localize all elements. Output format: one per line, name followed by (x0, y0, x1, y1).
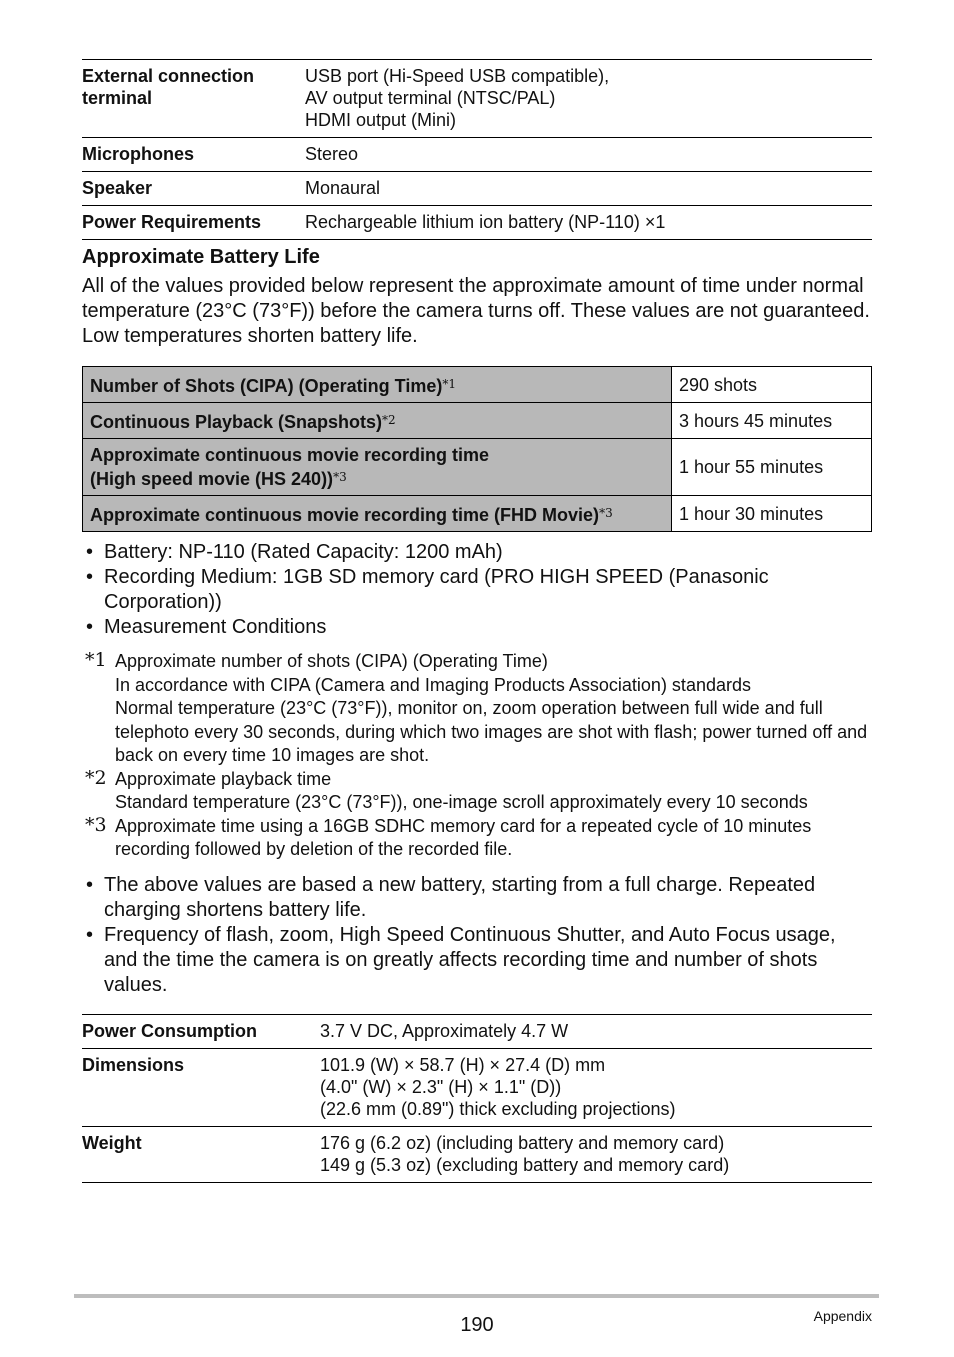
spec-row (82, 1049, 872, 1127)
bullet-item (82, 540, 872, 565)
bullet-item (82, 923, 872, 998)
footnote-item (82, 768, 872, 815)
spec-row (82, 206, 872, 240)
footer-rule (74, 1294, 879, 1298)
battery-label-text: (High speed movie (HS 240)) (90, 469, 334, 489)
bullet-text: Frequency of flash, zoom, High Speed Continuous Shutter, and Auto Focus usage, and the time the camera is on greatly affects recording time and number of shots values. (104, 924, 836, 996)
battery-label-text: Continuous Playback (Snapshots) (90, 411, 383, 432)
battery-label-line (90, 502, 664, 526)
battery-row (83, 367, 872, 403)
spec-value (320, 1015, 872, 1049)
battery-row-value: 1 hour 30 minutes (672, 496, 872, 532)
bullet-text: Measurement Conditions (104, 616, 327, 638)
bullet-dot: • (86, 541, 94, 563)
battery-row (83, 403, 872, 439)
footnote-line: Approximate time using a 16GB SDHC memory card for a repeated cycle of 10 minutes recording followed by deletion of the recorded file. (115, 815, 812, 859)
bullet-item (82, 565, 872, 615)
footer-section-name: Appendix (813, 1308, 872, 1324)
bullet-dot: • (86, 874, 94, 896)
spec-row (82, 60, 872, 138)
bullet-dot: • (86, 616, 94, 638)
section-heading: Approximate Battery Life (82, 246, 320, 268)
footnote-mark: *3 (85, 813, 107, 836)
battery-life-table (82, 366, 872, 532)
battery-row-label (83, 367, 672, 403)
footnote-mark: *2 (382, 412, 396, 427)
battery-row-label (83, 439, 672, 496)
spec-value-line: 3.7 V DC, Approximately 4.7 W (320, 1021, 569, 1041)
usage-notes-list (82, 873, 872, 998)
bullet-dot: • (86, 924, 94, 946)
spec-table-top (82, 59, 872, 240)
spec-value-line: 101.9 (W) × 58.7 (H) × 27.4 (D) mm (320, 1055, 606, 1075)
spec-label (82, 172, 305, 206)
footnote-mark: *1 (85, 649, 107, 671)
spec-value-line: AV output terminal (NTSC/PAL) (305, 88, 556, 108)
spec-value-line: Monaural (305, 178, 381, 198)
footnote-mark: *2 (85, 766, 107, 789)
spec-label-line: Power Consumption (82, 1021, 257, 1041)
battery-label-line (90, 466, 664, 490)
spec-value (305, 206, 872, 240)
spec-row (82, 138, 872, 172)
footnote-line: In accordance with CIPA (Camera and Imaging Products Association) standards (115, 674, 751, 695)
spec-label-line: terminal (82, 88, 153, 108)
footnote-line: Normal temperature (23°C (73°F)), monitor on, zoom operation between full wide and full telephoto every 30 seconds, during which two images are shot with flash; power turned off and back on every time 10 images are shot. (115, 698, 868, 765)
spec-value (305, 172, 872, 206)
conditions-list (82, 540, 872, 640)
battery-label-line (90, 444, 664, 466)
footnote-item (82, 650, 872, 768)
footnote-mark: *3 (333, 470, 347, 484)
battery-row (83, 496, 872, 532)
spec-value-line: Stereo (305, 144, 359, 164)
footnote-mark: *3 (599, 505, 613, 520)
spec-table-bottom (82, 1014, 872, 1183)
spec-value (320, 1049, 872, 1127)
spec-label-line: Microphones (82, 144, 195, 164)
bullet-item (82, 615, 872, 640)
spec-value-line: (4.0" (W) × 2.3" (H) × 1.1" (D)) (320, 1077, 562, 1097)
spec-label (82, 206, 305, 240)
page-number: 190 (460, 1314, 494, 1336)
battery-label-text: Approximate continuous movie recording time (90, 445, 490, 465)
bullet-text: Recording Medium: 1GB SD memory card (PRO HIGH SPEED (Panasonic Corporation)) (104, 566, 769, 613)
spec-label-line: Dimensions (82, 1055, 185, 1075)
battery-row-value: 3 hours 45 minutes (672, 403, 872, 439)
spec-value-line: 149 g (5.3 oz) (excluding battery and memory card) (320, 1155, 730, 1175)
spec-value-line: 176 g (6.2 oz) (including battery and memory card) (320, 1133, 725, 1153)
spec-label (82, 1015, 320, 1049)
spec-value-line: HDMI output (Mini) (305, 110, 457, 130)
footnotes (82, 650, 872, 862)
bullet-text: Battery: NP-110 (Rated Capacity: 1200 mAh) (104, 541, 503, 563)
intro-paragraph: All of the values provided below represent the approximate amount of time under normal temperature (23°C (73°F)) before the camera turns off. These values are not guaranteed. Low temperatures shorten battery life. (82, 275, 870, 347)
battery-row-value: 1 hour 55 minutes (672, 439, 872, 496)
spec-label-line: Power Requirements (82, 212, 262, 232)
spec-value-line: Rechargeable lithium ion battery (NP-110) ×1 (305, 212, 666, 232)
battery-row-value: 290 shots (672, 367, 872, 403)
spec-label-line: External connection (82, 66, 255, 86)
footnote-item (82, 815, 872, 862)
spec-label (82, 138, 305, 172)
spec-row (82, 1015, 872, 1049)
spec-label-line: Speaker (82, 178, 153, 198)
battery-label-text: Number of Shots (CIPA) (Operating Time) (90, 375, 443, 396)
spec-value (305, 60, 872, 138)
battery-label-text: Approximate continuous movie recording time (FHD Movie) (90, 504, 600, 525)
battery-row-label (83, 403, 672, 439)
spec-label (82, 1127, 320, 1183)
spec-value (320, 1127, 872, 1183)
battery-label-line (90, 373, 664, 397)
spec-label (82, 1049, 320, 1127)
footnote-mark: *1 (442, 376, 456, 391)
bullet-item (82, 873, 872, 923)
battery-row-label (83, 496, 672, 532)
bullet-text: The above values are based a new battery, starting from a full charge. Repeated charging shortens battery life. (104, 874, 816, 921)
battery-label-line (90, 409, 664, 433)
footnote-line: Standard temperature (23°C (73°F)), one-image scroll approximately every 10 seconds (115, 792, 808, 812)
footnote-line: Approximate number of shots (CIPA) (Operating Time) (115, 651, 548, 671)
spec-row (82, 1127, 872, 1183)
spec-value-line: USB port (Hi-Speed USB compatible), (305, 66, 610, 86)
battery-row (83, 439, 872, 496)
spec-label (82, 60, 305, 138)
spec-value-line: (22.6 mm (0.89") thick excluding projections) (320, 1099, 676, 1119)
spec-label-line: Weight (82, 1133, 142, 1153)
spec-row (82, 172, 872, 206)
footnote-line: Approximate playback time (115, 768, 332, 789)
spec-value (305, 138, 872, 172)
bullet-dot: • (86, 566, 94, 588)
